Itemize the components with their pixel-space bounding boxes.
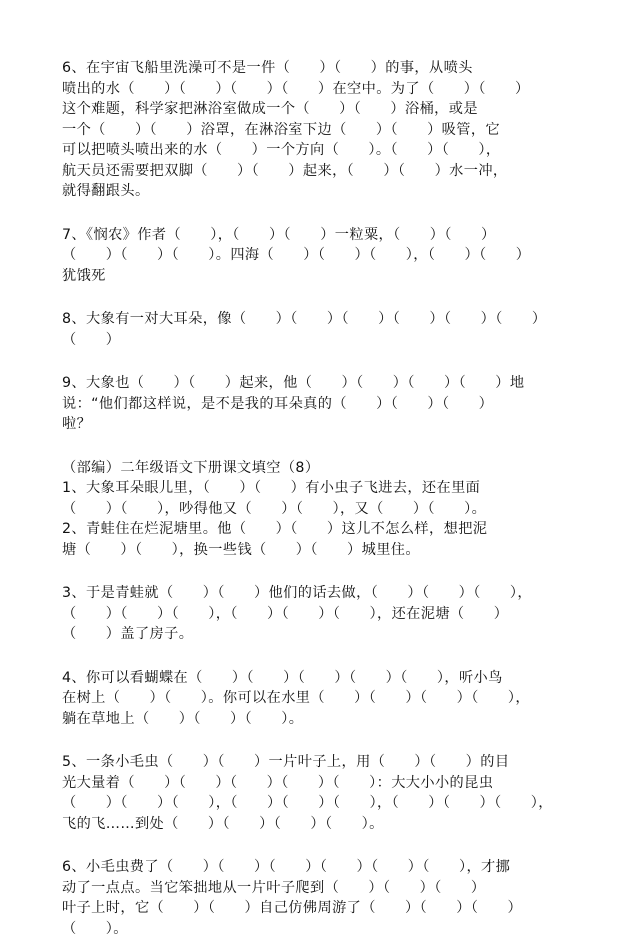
text-line: 航天员还需要把双脚（ ）（ ）起来，（ ）（ ）水一冲，	[62, 161, 552, 182]
question-2-section2	[62, 519, 552, 560]
text-line: 1、大象耳朵眼儿里，（ ）（ ）有小虫子飞进去，还在里面	[62, 478, 552, 499]
text-line: （ ）（ ）（ ），（ ）（ ）（ ），还在泥塘（ ）	[62, 604, 552, 625]
text-line: 犹饿死	[62, 266, 552, 287]
text-line: 喷出的水（ ）（ ）（ ）（ ）在空中。为了（ ）（ ）	[62, 79, 552, 100]
text-line: 6、小毛虫费了（ ）（ ）（ ）（ ）（ ）（ ），才挪	[62, 857, 552, 878]
text-line: （ ）盖了房子。	[62, 624, 552, 645]
text-line: 2、青蛙住在烂泥塘里。他（ ）（ ）这儿不怎么样，想把泥	[62, 519, 552, 540]
text-line: （ ）（ ）（ ）。四海（ ）（ ）（ ），（ ）（ ）	[62, 245, 552, 266]
question-4-section2	[62, 668, 552, 730]
text-line: 叶子上时，它（ ）（ ）自己仿佛周游了（ ）（ ）（ ）	[62, 898, 552, 919]
text-line: （ ）（ ）（ ），（ ）（ ）（ ），（ ）（ ）（ ），	[62, 793, 552, 814]
text-line: 9、大象也（ ）（ ）起来，他（ ）（ ）（ ）（ ）地	[62, 373, 552, 394]
text-line: 啦？	[62, 414, 552, 435]
question-5-section2	[62, 752, 552, 834]
text-line: 说：“他们都这样说，是不是我的耳朵真的（ ）（ ）（ ）	[62, 394, 552, 415]
text-line: 5、一条小毛虫（ ）（ ）一片叶子上，用（ ）（ ）的目	[62, 752, 552, 773]
question-7-part1	[62, 225, 552, 287]
text-line: 这个难题，科学家把淋浴室做成一个（ ）（ ）浴桶，或是	[62, 99, 552, 120]
text-line: （ ）（ ），吵得他又（ ）（ ），又（ ）（ ）。	[62, 499, 552, 520]
text-line: 动了一点点。当它笨拙地从一片叶子爬到（ ）（ ）（ ）	[62, 878, 552, 899]
text-line: 飞的飞……到处（ ）（ ）（ ）（ ）。	[62, 814, 552, 835]
question-6-section2	[62, 857, 552, 939]
question-6-part1	[62, 58, 552, 202]
question-8-part1	[62, 309, 552, 350]
text-line: （ ）	[62, 330, 552, 351]
question-9-part1	[62, 373, 552, 435]
text-line: 躺在草地上（ ）（ ）（ ）。	[62, 709, 552, 730]
text-line: 3、于是青蛙就（ ）（ ）他们的话去做，（ ）（ ）（ ），	[62, 583, 552, 604]
text-line: 一个（ ）（ ）浴罩，在淋浴室下边（ ）（ ）吸管，它	[62, 120, 552, 141]
text-line: 4、你可以看蝴蝶在（ ）（ ）（ ）（ ）（ ），听小鸟	[62, 668, 552, 689]
text-line: 光大量着（ ）（ ）（ ）（ ）（ ）：大大小小的昆虫	[62, 773, 552, 794]
question-3-section2	[62, 583, 552, 645]
section-heading: （部编）二年级语文下册课文填空（8）	[62, 458, 552, 479]
text-line: （ ）。	[62, 919, 552, 939]
text-line: 就得翻跟头。	[62, 181, 552, 202]
text-line: 塘（ ）（ ），换一些钱（ ）（ ）城里住。	[62, 540, 552, 561]
question-1-section2	[62, 478, 552, 519]
worksheet-page	[62, 58, 552, 939]
text-line: 6、在宇宙飞船里洗澡可不是一件（ ）（ ）的事，从喷头	[62, 58, 552, 79]
text-line: 在树上（ ）（ ）。你可以在水里（ ）（ ）（ ）（ ），	[62, 688, 552, 709]
text-line: 可以把喷头喷出来的水（ ）一个方向（ ）。（ ）（ ），	[62, 140, 552, 161]
text-line: 8、大象有一对大耳朵，像（ ）（ ）（ ）（ ）（ ）（ ）	[62, 309, 552, 330]
text-line: 7、《悯农》作者（ ），（ ）（ ）一粒粟，（ ）（ ）	[62, 225, 552, 246]
